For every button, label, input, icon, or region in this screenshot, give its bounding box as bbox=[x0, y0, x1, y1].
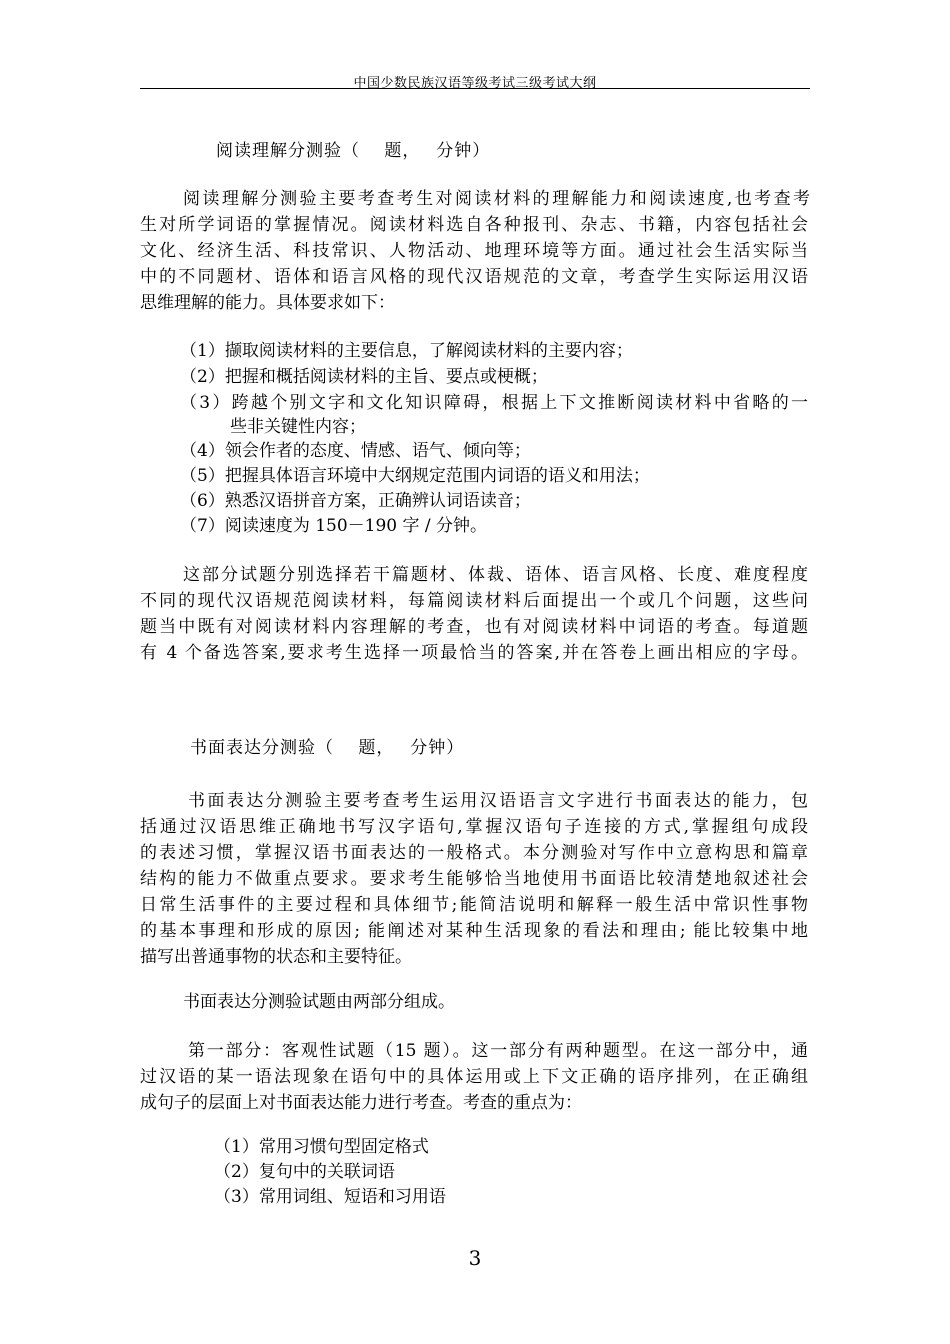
reading-requirement-item: （1）撷取阅读材料的主要信息，了解阅读材料的主要内容； bbox=[180, 341, 633, 361]
reading-closing-line: 题当中既有对阅读材料内容理解的考查，也有对阅读材料中词语的考查。每道题 bbox=[140, 617, 808, 637]
writing-intro-line: 括通过汉语思维正确地书写汉字语句,掌握汉语句子连接的方式,掌握组句成段 bbox=[140, 817, 808, 837]
writing-part1-line: 过汉语的某一语法现象在语句中的具体运用或上下文正确的语序排列，在正确组 bbox=[140, 1067, 808, 1087]
reading-intro-line: 思维理解的能力。具体要求如下： bbox=[140, 293, 395, 313]
reading-intro-line: 阅读理解分测验主要考查考生对阅读材料的理解能力和阅读速度,也考查考 bbox=[183, 189, 810, 209]
reading-closing-line: 有 4 个备选答案,要求考生选择一项最恰当的答案,并在答卷上画出相应的字母。 bbox=[140, 643, 808, 663]
writing-section-title: 书面表达分测验（ 题， 分钟） bbox=[190, 738, 465, 758]
reading-intro-line: 中的不同题材、语体和语言风格的现代汉语规范的文章，考查学生实际运用汉语 bbox=[140, 267, 808, 287]
writing-part1-line: 第一部分：客观性试题（15 题）。这一部分有两种题型。在这一部分中，通 bbox=[188, 1041, 808, 1061]
writing-intro-line: 结构的能力不做重点要求。要求考生能够恰当地使用书面语比较清楚地叙述社会 bbox=[140, 869, 808, 889]
writing-intro-line: 的表述习惯，掌握汉语书面表达的一般格式。本分测验对写作中立意构思和篇章 bbox=[140, 843, 808, 863]
reading-intro-line: 文化、经济生活、科技常识、人物活动、地理环境等方面。通过社会生活实际当 bbox=[140, 241, 808, 261]
reading-closing-line: 这部分试题分别选择若干篇题材、体裁、语体、语言风格、长度、难度程度 bbox=[183, 565, 808, 585]
reading-requirement-item: （4）领会作者的态度、情感、语气、倾向等； bbox=[180, 441, 531, 461]
reading-requirement-item-continued: 些非关键性内容； bbox=[230, 417, 366, 437]
running-header: 中国少数民族汉语等级考试三级考试大纲 bbox=[353, 76, 597, 91]
page-number: 3 bbox=[468, 1246, 482, 1270]
reading-requirement-item: （7）阅读速度为 150－190 字 / 分钟。 bbox=[180, 516, 488, 536]
writing-composition-line: 书面表达分测验试题由两部分组成。 bbox=[183, 992, 455, 1012]
reading-requirement-item: （2）把握和概括阅读材料的主旨、要点或梗概； bbox=[180, 367, 548, 387]
reading-requirement-item: （5）把握具体语言环境中大纲规定范围内词语的语义和用法； bbox=[180, 466, 650, 486]
writing-intro-line: 书面表达分测验主要考查考生运用汉语语言文字进行书面表达的能力，包 bbox=[188, 791, 808, 811]
writing-intro-line: 的基本事理和形成的原因; 能阐述对某种生活现象的看法和理由; 能比较集中地 bbox=[140, 921, 808, 941]
writing-part1-line: 成句子的层面上对书面表达能力进行考查。考查的重点为： bbox=[140, 1093, 582, 1113]
writing-intro-line: 描写出普通事物的状态和主要特征。 bbox=[140, 947, 412, 967]
header-divider bbox=[140, 88, 810, 89]
writing-focus-item: （3）常用词组、短语和习用语 bbox=[214, 1187, 446, 1207]
writing-intro-line: 日常生活事件的主要过程和具体细节;能简洁说明和解释一般生活中常识性事物 bbox=[140, 895, 808, 915]
reading-section-title: 阅读理解分测验（ 题， 分钟） bbox=[216, 141, 491, 161]
reading-requirement-item: （6）熟悉汉语拼音方案，正确辨认词语读音； bbox=[180, 491, 531, 511]
reading-intro-line: 生对所学词语的掌握情况。阅读材料选自各种报刊、杂志、书籍，内容包括社会 bbox=[140, 215, 808, 235]
reading-closing-line: 不同的现代汉语规范阅读材料，每篇阅读材料后面提出一个或几个问题，这些问 bbox=[140, 591, 808, 611]
writing-focus-item: （1）常用习惯句型固定格式 bbox=[214, 1137, 429, 1157]
reading-requirement-item: （3）跨越个别文字和文化知识障碍，根据上下文推断阅读材料中省略的一 bbox=[180, 393, 808, 413]
writing-focus-item: （2）复句中的关联词语 bbox=[214, 1162, 395, 1182]
